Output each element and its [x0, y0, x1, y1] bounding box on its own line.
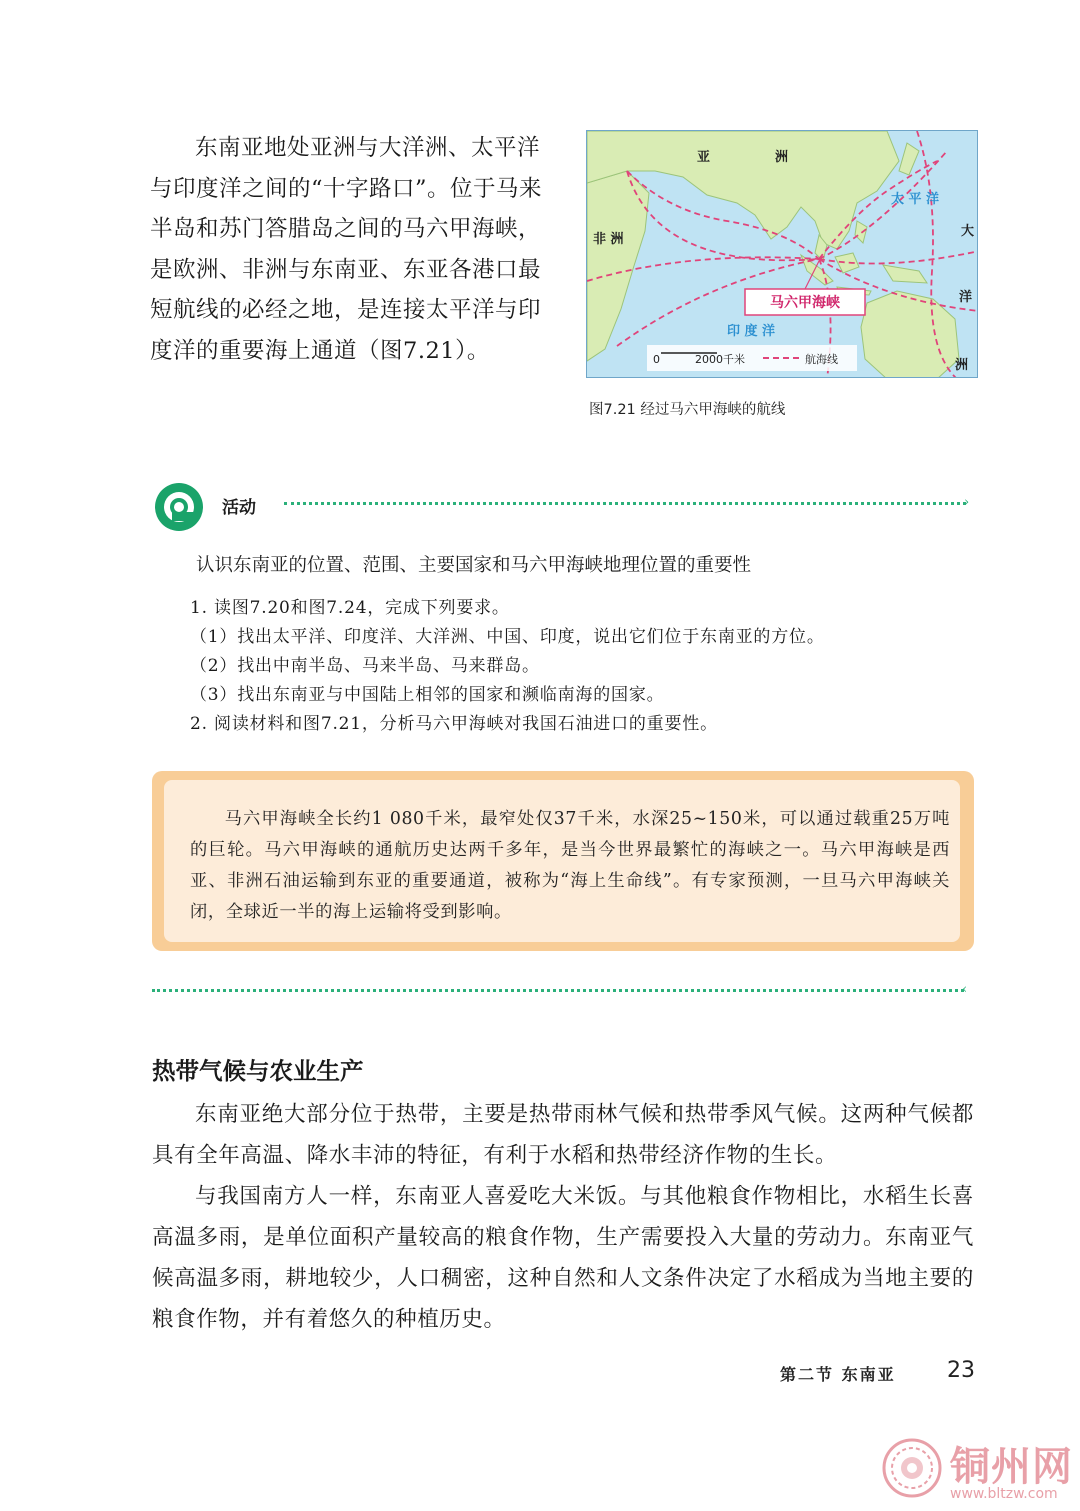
activity-item: （3）找出东南亚与中国陆上相邻的国家和濒临南海的国家。 — [190, 685, 665, 705]
activity-divider-arrow: › — [964, 495, 970, 510]
map-graphic — [587, 131, 978, 378]
reading-material-text — [190, 804, 950, 928]
body-paragraph: 东南亚绝大部分位于热带，主要是热带雨林气候和热带季风气候。这两种气候都具有全年高温、降水丰沛的特征，有利于水稻和热带经济作物的生长。 — [152, 1102, 974, 1168]
map-label-pacific: 太 平 洋 — [891, 192, 940, 207]
section-title: 热带气候与农业生产 — [152, 1057, 364, 1085]
activity-top-divider — [284, 502, 966, 505]
intro-paragraph: 东南亚地处亚洲与大洋洲、太平洋与印度洋之间的“十字路口”。位于马来半岛和苏门答腊岛之间的马六甲海峡，是欧洲、非洲与东南亚、东亚各港口最短航线的必经之地，是连接太平洋与印度洋的重要海上通道（图7.21）。 — [150, 135, 543, 364]
activity-title: 活动 — [222, 498, 256, 518]
section-body — [152, 1094, 974, 1340]
watermark-url: www.bltzw.com — [950, 1486, 1058, 1502]
reading-material-box — [152, 771, 974, 951]
page-number: 23 — [947, 1358, 975, 1383]
activity-item: 2. 阅读材料和图7.21，分析马六甲海峡对我国石油进口的重要性。 — [190, 714, 718, 734]
activity-task-list — [190, 594, 825, 739]
activity-item: （2）找出中南半岛、马来半岛、马来群岛。 — [190, 656, 540, 676]
map-scale-distance: 2000千米 — [695, 353, 745, 366]
activity-icon — [154, 482, 204, 532]
map-label-asia-2: 洲 — [775, 150, 789, 165]
map-label-oceania-2: 洋 — [959, 290, 973, 305]
map-label-strait: 马六甲海峡 — [770, 295, 840, 311]
activity-bottom-divider — [152, 989, 964, 992]
map-label-asia-1: 亚 — [697, 150, 711, 165]
map-label-oceania-3: 洲 — [955, 358, 969, 373]
intro-text — [150, 128, 550, 371]
activity-item: （1）找出太平洋、印度洋、大洋洲、中国、印度，说出它们位于东南亚的方位。 — [190, 627, 825, 647]
footer-section-name: 第二节 东南亚 — [780, 1365, 896, 1384]
watermark-site-name: 铜州网 — [950, 1443, 1073, 1490]
map-legend-route-label: 航海线 — [805, 353, 838, 366]
map-label-oceania-1: 大 — [961, 224, 975, 239]
reading-paragraph: 马六甲海峡全长约1 080千米，最窄处仅37千米，水深25~150米，可以通过载重25万吨的巨轮。马六甲海峡的通航历史达两千多年，是当今世界最繁忙的海峡之一。马六甲海峡是西亚、非洲石油运输到东亚的重要通道，被称为“海上生命线”。有专家预测，一旦马六甲海峡关闭，全球近一半的海上运输将受到影响。 — [190, 809, 950, 922]
activity-item: 1. 读图7.20和图7.24，完成下列要求。 — [190, 598, 510, 618]
map-scale-zero: 0 — [653, 353, 660, 366]
watermark-logo-icon — [882, 1438, 942, 1498]
activity-divider-end-arrow: ‹ — [962, 982, 968, 997]
activity-subtitle: 认识东南亚的位置、范围、主要国家和马六甲海峡地理位置的重要性 — [196, 555, 752, 576]
map-label-africa: 非 洲 — [593, 232, 624, 247]
body-paragraph: 与我国南方人一样，东南亚人喜爱吃大米饭。与其他粮食作物相比，水稻生长喜高温多雨，是单位面积产量较高的粮食作物，生产需要投入大量的劳动力。东南亚气候高温多雨，耕地较少，人口稠密，这种自然和人文条件决定了水稻成为当地主要的粮食作物，并有着悠久的种植历史。 — [152, 1184, 974, 1332]
reading-material-inner — [164, 780, 960, 942]
strait-route-map — [586, 130, 978, 378]
figure-caption: 图7.21 经过马六甲海峡的航线 — [589, 402, 786, 418]
map-label-indian-ocean: 印 度 洋 — [727, 324, 776, 339]
